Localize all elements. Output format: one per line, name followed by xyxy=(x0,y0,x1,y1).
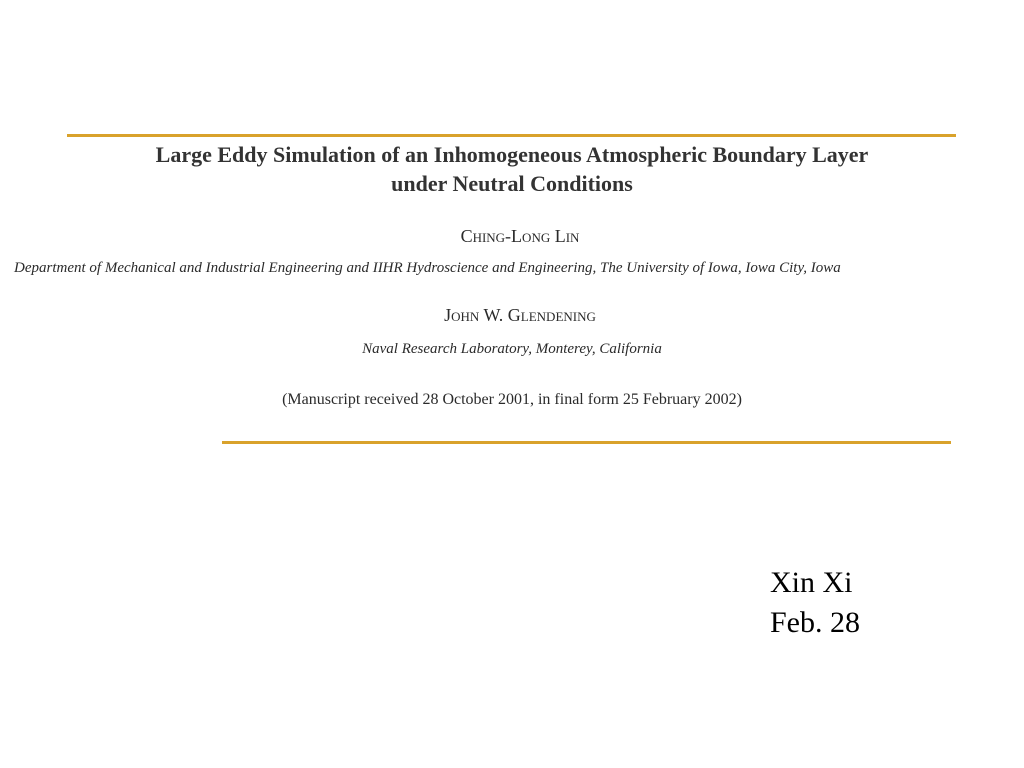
affiliation-1: Department of Mechanical and Industrial Engineering and IIHR Hydroscience and Engineering, The University of Iowa, Iowa City, Iowa xyxy=(14,260,841,276)
top-divider xyxy=(67,134,956,137)
affiliation-2: Naval Research Laboratory, Monterey, California xyxy=(362,341,662,357)
presenter-block xyxy=(770,563,860,643)
presenter-name: Xin Xi xyxy=(770,566,853,599)
bottom-divider xyxy=(222,441,951,444)
title-line-2: under Neutral Conditions xyxy=(391,171,633,196)
author-2: John W. Glendening xyxy=(444,305,596,325)
presentation-date: Feb. 28 xyxy=(770,606,860,639)
manuscript-note: (Manuscript received 28 October 2001, in final form 25 February 2002) xyxy=(282,391,742,408)
title-line-1: Large Eddy Simulation of an Inhomogeneous Atmospheric Boundary Layer xyxy=(155,142,869,167)
author-1: Ching-Long Lin xyxy=(460,226,580,246)
paper-title xyxy=(60,140,964,198)
